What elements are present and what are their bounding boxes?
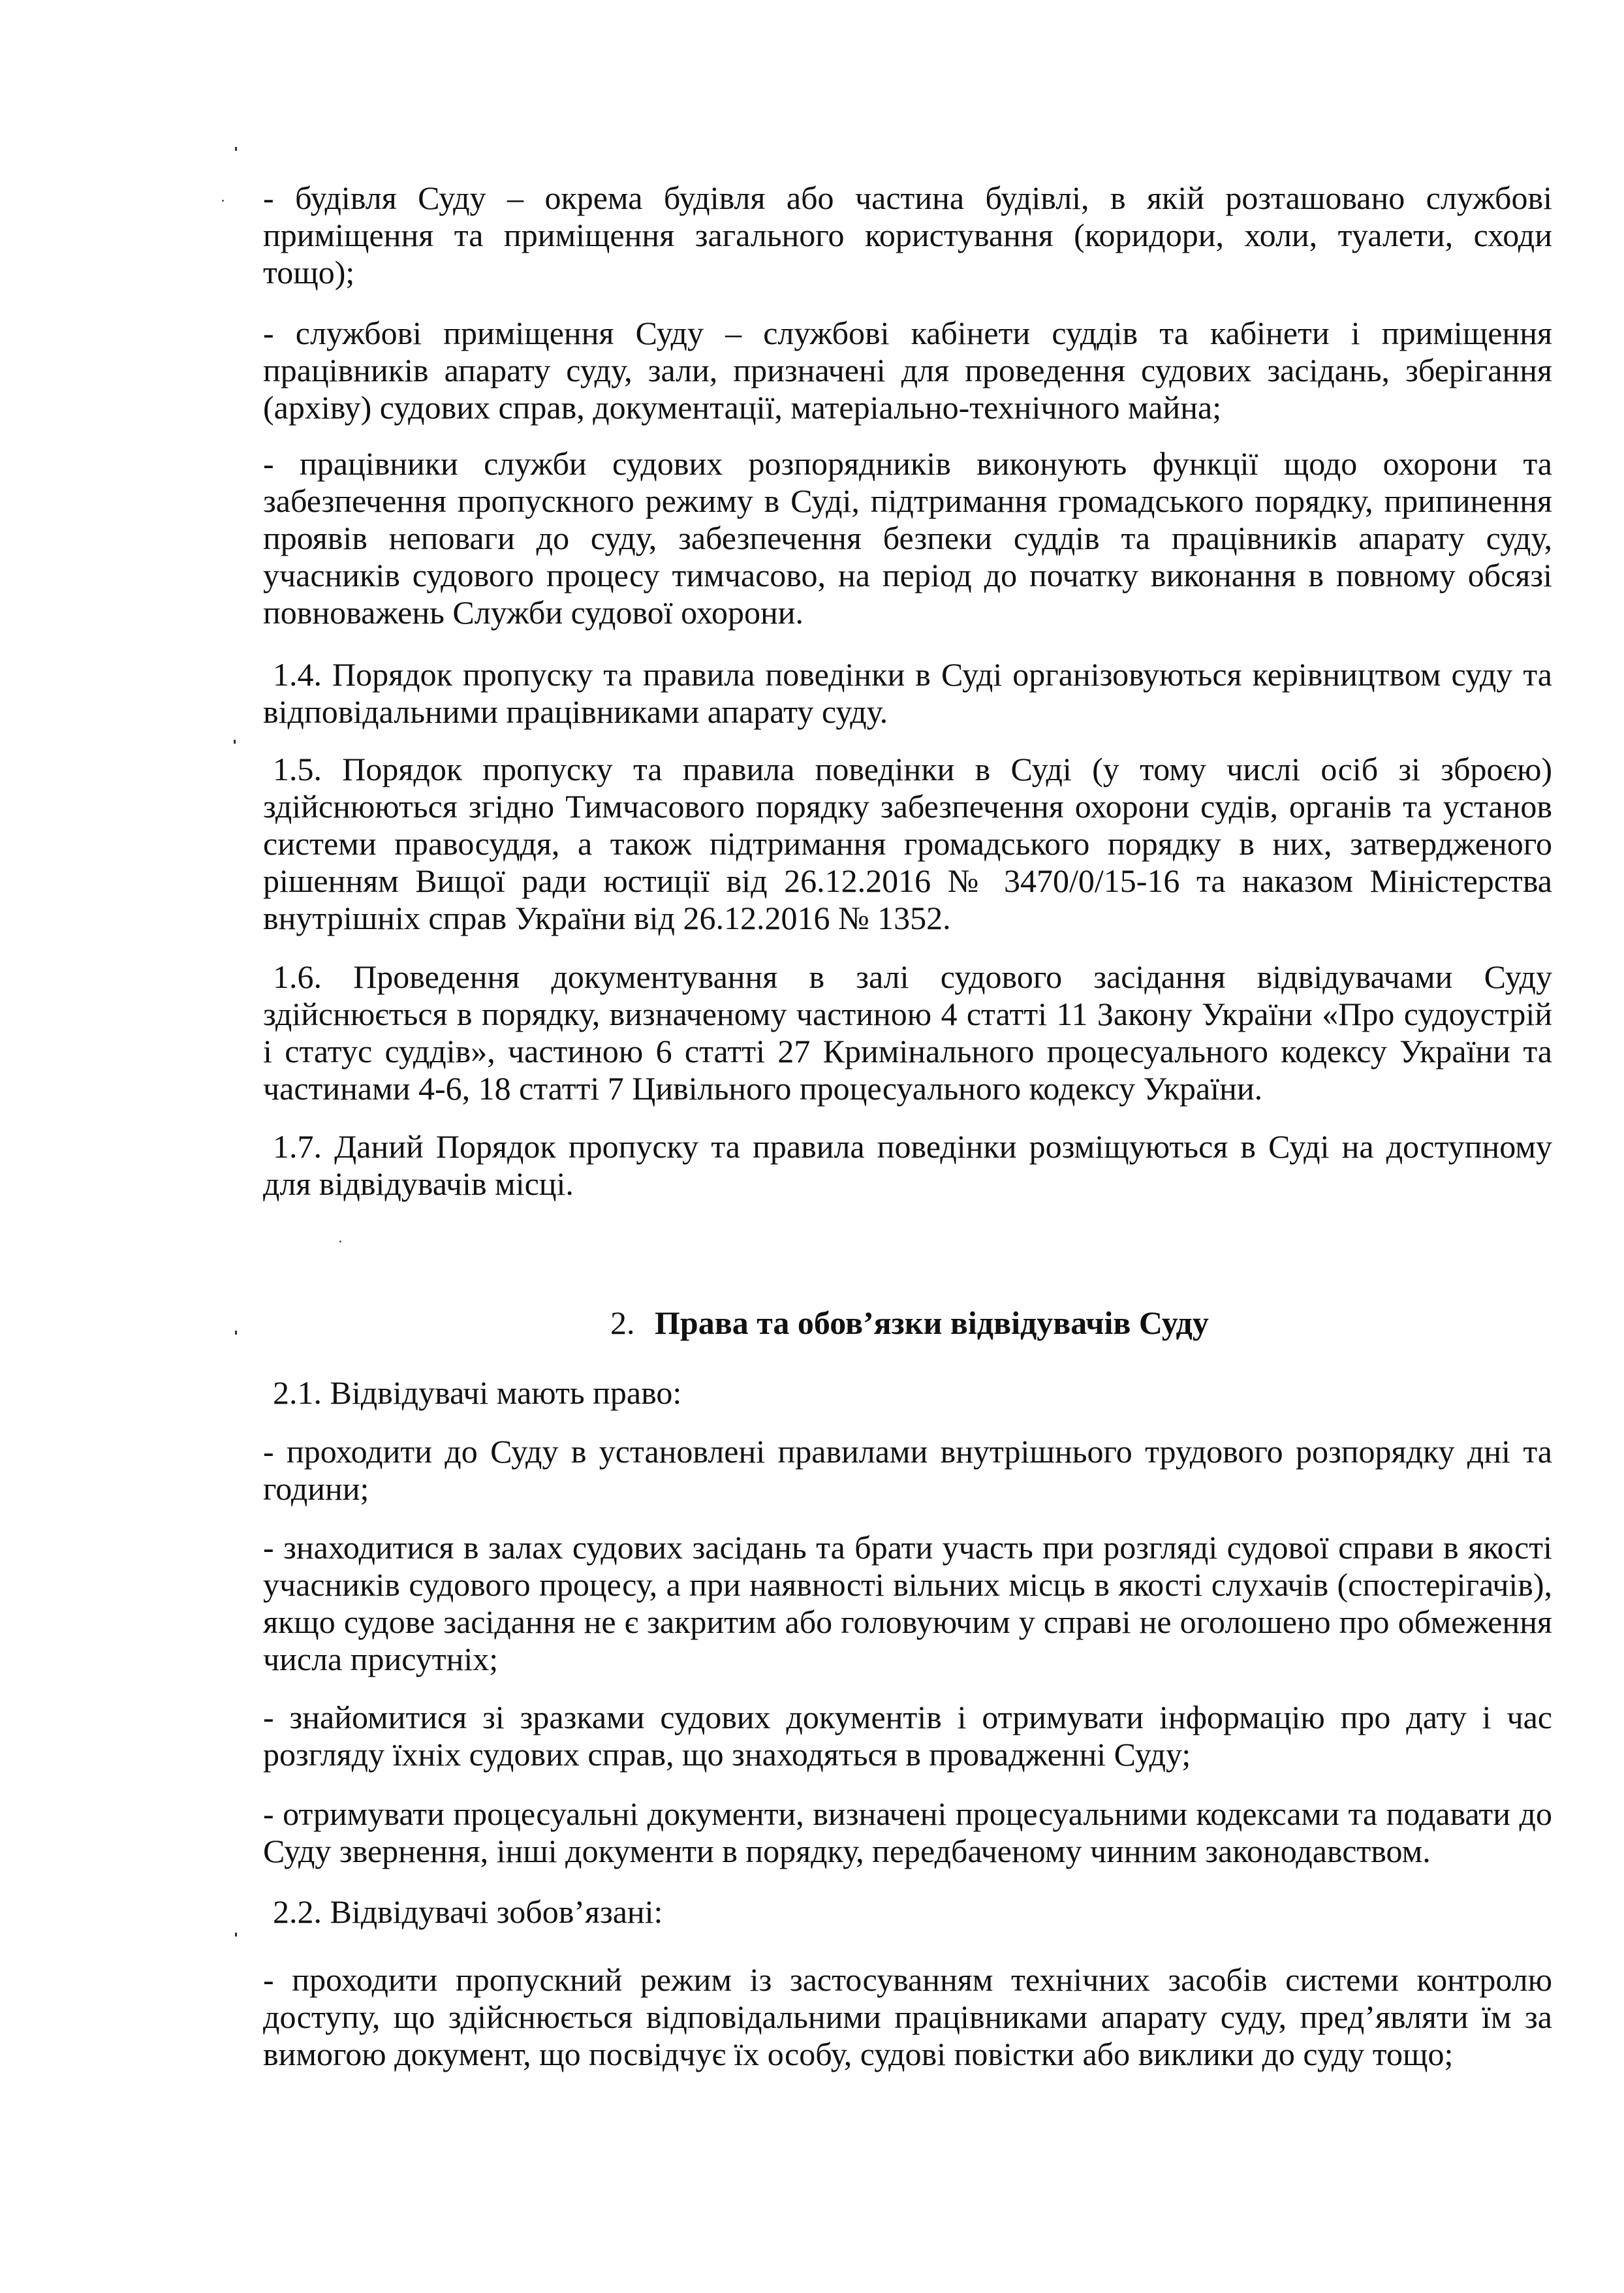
clause-2-2: 2.2. Відвідувачі зобов’язані: <box>273 1893 663 1930</box>
duty-item: - проходити пропускний режим із застосуванням технічних засобів системи контролю доступу, що здійснюється відповідальними працівниками апарату суду, пред’являти їм за вимогою документ, що посвідчує їх особу, судові повістки або виклики до суду тощо; <box>263 1961 1552 2072</box>
definition-building: - будівля Суду – окрема будівля або частина будівлі, в якій розташовано службові приміщення та приміщення загального користування (коридори, холи, туалети, сходи тощо); <box>263 180 1552 291</box>
section-2-number: 2. <box>610 1305 635 1341</box>
right-item: - знайомитися зі зразками судових документів і отримувати інформацію про дату і час розгляду їхніх судових справ, що знаходяться в провадженні Суду; <box>263 1699 1552 1773</box>
clause-1-7: 1.7. Даний Порядок пропуску та правила поведінки розміщуються в Суді на доступному для відвідувачів місці. <box>263 1128 1552 1202</box>
definition-premises: - службові приміщення Суду – службові кабінети суддів та кабінети і приміщення працівників апарату суду, зали, призначені для проведення судових засідань, зберігання (архіву) судових справ, документації, матеріально-технічного майна; <box>263 315 1552 426</box>
scan-mark <box>235 1331 237 1335</box>
scan-dot <box>222 200 224 202</box>
right-item: - знаходитися в залах судових засідань та брати участь при розгляді судової справи в якості учасників судового процесу, а при наявності вільних місць в якості слухачів (спостерігачів), якщо судове засідання не є закритим або головуючим у справі не оголошено про обмеження числа присутніх; <box>263 1529 1552 1677</box>
scan-dot <box>339 1241 341 1242</box>
clause-1-6: 1.6. Проведення документування в залі судового засідання відвідувачами Суду здійснюється в порядку, визначеному частиною 4 статті 11 Закону України «Про судоустрій і статус суддів», частиною 6 статті 27 Кримінального процесуального кодексу України та частинами 4-6, 18 статті 7 Цивільного процесуального кодексу України. <box>263 958 1552 1107</box>
definition-bailiffs: - працівники служби судових розпорядників виконують функції щодо охорони та забезпечення пропускного режиму в Суді, підтримання громадського порядку, припинення проявів неповаги до суду, забезпечення безпеки суддів та працівників апарату суду, учасників судового процесу тимчасово, на період до початку виконання в повному обсязі повноважень Служби судової охорони. <box>263 445 1552 631</box>
clause-2-1: 2.1. Відвідувачі мають право: <box>273 1374 682 1411</box>
section-2-title: Права та обов’язки відвідувачів Суду <box>655 1305 1209 1341</box>
scan-mark <box>235 1933 237 1937</box>
clause-1-5: 1.5. Порядок пропуску та правила поведінки в Суді (у тому числі осіб зі зброєю) здійснюються згідно Тимчасового порядку забезпечення охорони судів, органів та установ системи правосуддя, а також підтримання громадського порядку в них, затвердженого рішенням Вищої ради юстиції від 26.12.2016 № 3470/0/15-16 та наказом Міністерства внутрішніх справ України від 26.12.2016 № 1352. <box>263 751 1552 936</box>
scan-mark <box>235 147 237 151</box>
clause-1-4: 1.4. Порядок пропуску та правила поведінки в Суді організовуються керівництвом суду та відповідальними працівниками апарату суду. <box>263 656 1552 730</box>
scan-mark <box>234 740 236 744</box>
right-item: - проходити до Суду в установлені правилами внутрішнього трудового розпорядку дні та години; <box>263 1433 1552 1507</box>
right-item: - отримувати процесуальні документи, визначені процесуальними кодексами та подавати до Суду звернення, інші документи в порядку, передбаченому чинним законодавством. <box>263 1795 1552 1869</box>
